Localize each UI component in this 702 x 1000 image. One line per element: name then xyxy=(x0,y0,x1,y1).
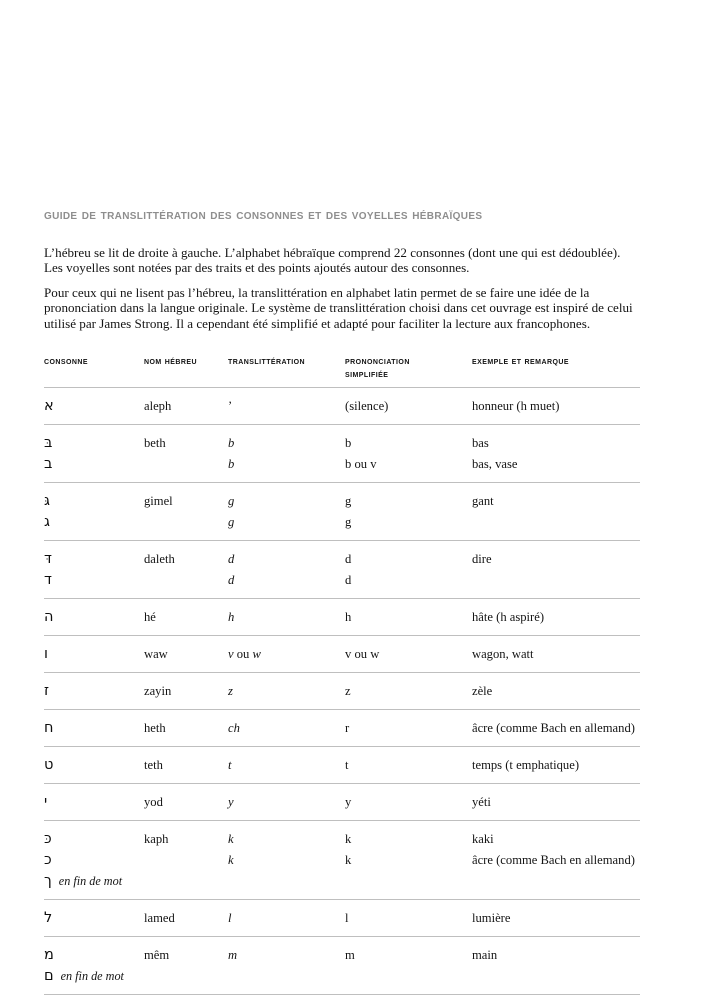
cell-prononciation xyxy=(345,424,472,454)
nom-hebreu-text: lamed xyxy=(144,910,175,925)
nom-hebreu-text: kaph xyxy=(144,831,169,846)
table-row-group-heth xyxy=(44,709,640,746)
prononciation-text: l xyxy=(345,910,349,925)
table-row xyxy=(44,512,640,541)
table-row-group-waw xyxy=(44,635,640,672)
translitteration-text: d xyxy=(228,572,235,587)
translitteration-text: g xyxy=(228,493,235,508)
exemple-text: âcre (comme Bach en allemand) xyxy=(472,720,635,735)
translitteration-text: m xyxy=(228,947,238,962)
cell-consonne xyxy=(44,899,144,936)
prononciation-text: b xyxy=(345,435,352,450)
cell-translitteration xyxy=(228,454,345,483)
cell-consonne xyxy=(44,871,144,900)
table-row-group-he xyxy=(44,598,640,635)
cell-prononciation xyxy=(345,850,472,871)
table-row xyxy=(44,746,640,783)
cell-exemple xyxy=(472,746,640,783)
exemple-text: lumière xyxy=(472,910,511,925)
nom-hebreu-text: teth xyxy=(144,757,163,772)
cell-prononciation xyxy=(345,482,472,512)
cell-translitteration xyxy=(228,540,345,570)
table-row xyxy=(44,966,640,994)
cell-translitteration xyxy=(228,709,345,746)
cell-nom-hebreu xyxy=(144,709,228,746)
column-header-prononciation-line1: prononciation xyxy=(345,354,410,366)
prononciation-text: t xyxy=(345,757,349,772)
nom-hebreu-text xyxy=(144,850,228,871)
cell-translitteration xyxy=(228,850,345,871)
cell-nom-hebreu xyxy=(144,387,228,424)
table-row xyxy=(44,482,640,512)
hebrew-letter: ד xyxy=(44,571,52,588)
cell-translitteration xyxy=(228,936,345,966)
exemple-text: wagon, watt xyxy=(472,646,534,661)
cell-translitteration xyxy=(228,482,345,512)
cell-translitteration xyxy=(228,871,345,900)
exemple-text: kaki xyxy=(472,831,494,846)
nom-hebreu-text: zayin xyxy=(144,683,172,698)
cell-prononciation xyxy=(345,635,472,672)
exemple-text xyxy=(472,570,640,598)
cell-exemple xyxy=(472,540,640,570)
table-row xyxy=(44,424,640,454)
table-row xyxy=(44,598,640,635)
exemple-text xyxy=(472,871,640,899)
table-row-group-yod xyxy=(44,783,640,820)
hebrew-letter: כּ xyxy=(44,830,52,847)
cell-prononciation xyxy=(345,783,472,820)
cell-exemple xyxy=(472,936,640,966)
prononciation-text: r xyxy=(345,720,350,735)
translitteration-text: b xyxy=(228,456,235,471)
exemple-text: yéti xyxy=(472,794,491,809)
translitteration-text: ʼ xyxy=(228,398,233,413)
cell-exemple xyxy=(472,387,640,424)
column-header-prononciation-line2: simplifiée xyxy=(345,368,389,380)
hebrew-letter: ל xyxy=(44,909,53,926)
cell-consonne xyxy=(44,512,144,541)
cell-consonne xyxy=(44,966,144,994)
prononciation-text: z xyxy=(345,683,351,698)
cell-prononciation xyxy=(345,966,472,994)
column-header-prononciation xyxy=(345,354,472,388)
table-row-group-mem xyxy=(44,936,640,994)
cell-translitteration xyxy=(228,966,345,994)
table-row xyxy=(44,871,640,900)
cell-consonne xyxy=(44,454,144,483)
cell-prononciation xyxy=(345,936,472,966)
final-form-note: en fin de mot xyxy=(60,968,124,983)
hebrew-letter: א xyxy=(44,397,54,414)
cell-consonne xyxy=(44,672,144,709)
table-row xyxy=(44,454,640,483)
table-row xyxy=(44,540,640,570)
cell-translitteration xyxy=(228,672,345,709)
cell-prononciation xyxy=(345,540,472,570)
cell-consonne xyxy=(44,850,144,871)
hebrew-letter: ט xyxy=(44,756,54,773)
page-content xyxy=(44,208,640,995)
cell-prononciation xyxy=(345,709,472,746)
table-bottom-rule xyxy=(44,994,640,995)
cell-exemple xyxy=(472,424,640,454)
hebrew-letter: גּ xyxy=(44,492,50,509)
nom-hebreu-text xyxy=(144,966,228,994)
table-row xyxy=(44,783,640,820)
exemple-text: zèle xyxy=(472,683,493,698)
prononciation-text: (silence) xyxy=(345,398,389,413)
cell-translitteration xyxy=(228,746,345,783)
translitteration-text: k xyxy=(228,852,234,867)
hebrew-letter: ה xyxy=(44,608,54,625)
hebrew-letter: ך xyxy=(44,872,52,889)
cell-translitteration xyxy=(228,570,345,599)
table-row xyxy=(44,570,640,599)
cell-translitteration xyxy=(228,783,345,820)
cell-exemple xyxy=(472,570,640,599)
cell-translitteration xyxy=(228,387,345,424)
hebrew-letter: ו xyxy=(44,645,48,662)
nom-hebreu-text: mêm xyxy=(144,947,170,962)
cell-translitteration xyxy=(228,899,345,936)
translitteration-text: l xyxy=(228,910,232,925)
cell-consonne xyxy=(44,424,144,454)
intro-paragraph-2: Pour ceux qui ne lisent pas l’hébreu, la translittération en alphabet latin permet de se faire une idée de la prononciation dans la langue originale. Le système de translittération choisi dans cet ouvrage est inspiré de celui utilisé par James Strong. Il a cependant été simplifié et adapté pour faciliter la lecture aux francophones. xyxy=(44,284,633,331)
hebrew-letter: י xyxy=(44,793,48,810)
cell-consonne xyxy=(44,570,144,599)
nom-hebreu-text: hé xyxy=(144,609,156,624)
cell-consonne xyxy=(44,482,144,512)
nom-hebreu-text: daleth xyxy=(144,551,175,566)
cell-nom-hebreu xyxy=(144,454,228,483)
nom-hebreu-text: waw xyxy=(144,646,168,661)
column-header-exemple: exemple et remarque xyxy=(472,354,569,366)
table-row xyxy=(44,635,640,672)
nom-hebreu-text: gimel xyxy=(144,493,173,508)
nom-hebreu-text: yod xyxy=(144,794,163,809)
cell-exemple xyxy=(472,482,640,512)
table-header xyxy=(44,354,640,388)
cell-exemple xyxy=(472,635,640,672)
cell-nom-hebreu xyxy=(144,899,228,936)
cell-consonne xyxy=(44,709,144,746)
cell-prononciation xyxy=(345,746,472,783)
table-row-group-teth xyxy=(44,746,640,783)
exemple-text: bas xyxy=(472,435,489,450)
cell-nom-hebreu xyxy=(144,540,228,570)
page-title: guide de translittération des consonnes et des voyelles hébraïques xyxy=(44,207,483,223)
exemple-text: honneur (h muet) xyxy=(472,398,560,413)
exemple-text: temps (t emphatique) xyxy=(472,757,580,772)
table-row-group-kaph xyxy=(44,820,640,899)
cell-prononciation xyxy=(345,570,472,599)
exemple-text: dire xyxy=(472,551,492,566)
column-header-consonne: consonne xyxy=(44,354,89,366)
cell-exemple xyxy=(472,598,640,635)
table-row-group-beth xyxy=(44,424,640,482)
cell-consonne xyxy=(44,820,144,850)
exemple-text: gant xyxy=(472,493,494,508)
translitteration-text: k xyxy=(228,831,234,846)
cell-prononciation xyxy=(345,820,472,850)
exemple-text: bas, vase xyxy=(472,456,518,471)
cell-exemple xyxy=(472,966,640,994)
prononciation-text: k xyxy=(345,852,352,867)
cell-nom-hebreu xyxy=(144,936,228,966)
table-row-group-zayin xyxy=(44,672,640,709)
prononciation-text: h xyxy=(345,609,352,624)
transliteration-table xyxy=(44,354,640,994)
exemple-text xyxy=(472,966,640,994)
translitteration-text: v ou w xyxy=(228,646,261,661)
cell-nom-hebreu xyxy=(144,570,228,599)
translitteration-text: g xyxy=(228,514,235,529)
nom-hebreu-text xyxy=(144,570,228,598)
cell-prononciation xyxy=(345,871,472,900)
cell-consonne xyxy=(44,635,144,672)
hebrew-letter: ם xyxy=(44,967,54,984)
exemple-text: âcre (comme Bach en allemand) xyxy=(472,852,635,867)
table-row-group-gimel xyxy=(44,482,640,540)
prononciation-text: k xyxy=(345,831,352,846)
cell-exemple xyxy=(472,709,640,746)
cell-exemple xyxy=(472,454,640,483)
hebrew-letter: ב xyxy=(44,455,53,472)
table-row-group-lamed xyxy=(44,899,640,936)
exemple-text: hâte (h aspiré) xyxy=(472,609,545,624)
exemple-text xyxy=(472,512,640,540)
translitteration-text: b xyxy=(228,435,235,450)
table-row xyxy=(44,387,640,424)
cell-nom-hebreu xyxy=(144,746,228,783)
cell-prononciation xyxy=(345,672,472,709)
table-row-group-aleph xyxy=(44,387,640,424)
cell-consonne xyxy=(44,936,144,966)
cell-translitteration xyxy=(228,820,345,850)
hebrew-letter: דּ xyxy=(44,550,52,567)
cell-consonne xyxy=(44,746,144,783)
nom-hebreu-text: heth xyxy=(144,720,166,735)
translitteration-text: d xyxy=(228,551,235,566)
prononciation-text: b ou v xyxy=(345,456,377,471)
table-row-group-daleth xyxy=(44,540,640,598)
prononciation-text: d xyxy=(345,572,352,587)
hebrew-letter: כ xyxy=(44,851,52,868)
translitteration-text xyxy=(228,966,345,994)
cell-exemple xyxy=(472,899,640,936)
cell-consonne xyxy=(44,783,144,820)
nom-hebreu-text xyxy=(144,871,228,899)
hebrew-letter: ג xyxy=(44,513,50,530)
cell-exemple xyxy=(472,871,640,900)
table-row xyxy=(44,820,640,850)
cell-consonne xyxy=(44,387,144,424)
prononciation-text: g xyxy=(345,514,352,529)
cell-nom-hebreu xyxy=(144,424,228,454)
table-row xyxy=(44,709,640,746)
column-header-translitteration: translittération xyxy=(228,354,306,366)
table-row xyxy=(44,850,640,871)
cell-translitteration xyxy=(228,635,345,672)
cell-exemple xyxy=(472,672,640,709)
cell-exemple xyxy=(472,783,640,820)
cell-consonne xyxy=(44,540,144,570)
hebrew-letter: ז xyxy=(44,682,50,699)
translitteration-text: ch xyxy=(228,720,240,735)
cell-translitteration xyxy=(228,512,345,541)
prononciation-text: m xyxy=(345,947,355,962)
prononciation-text: d xyxy=(345,551,352,566)
cell-nom-hebreu xyxy=(144,598,228,635)
cell-translitteration xyxy=(228,598,345,635)
cell-consonne xyxy=(44,598,144,635)
cell-nom-hebreu xyxy=(144,871,228,900)
cell-prononciation xyxy=(345,387,472,424)
cell-nom-hebreu xyxy=(144,783,228,820)
nom-hebreu-text: aleph xyxy=(144,398,172,413)
prononciation-text: y xyxy=(345,794,352,809)
cell-exemple xyxy=(472,820,640,850)
translitteration-text: z xyxy=(228,683,233,698)
prononciation-text xyxy=(345,966,472,994)
cell-prononciation xyxy=(345,598,472,635)
hebrew-letter: מ xyxy=(44,946,54,963)
cell-nom-hebreu xyxy=(144,672,228,709)
final-form-note: en fin de mot xyxy=(58,873,123,888)
cell-nom-hebreu xyxy=(144,966,228,994)
nom-hebreu-text: beth xyxy=(144,435,166,450)
cell-prononciation xyxy=(345,512,472,541)
transliteration-table-wrapper xyxy=(44,354,640,995)
cell-prononciation xyxy=(345,899,472,936)
cell-exemple xyxy=(472,850,640,871)
cell-nom-hebreu xyxy=(144,512,228,541)
translitteration-text xyxy=(228,871,345,899)
translitteration-text: y xyxy=(228,794,234,809)
prononciation-text: g xyxy=(345,493,352,508)
cell-translitteration xyxy=(228,424,345,454)
cell-nom-hebreu xyxy=(144,850,228,871)
hebrew-letter: בּ xyxy=(44,434,53,451)
exemple-text: main xyxy=(472,947,498,962)
cell-nom-hebreu xyxy=(144,820,228,850)
cell-exemple xyxy=(472,512,640,541)
cell-nom-hebreu xyxy=(144,635,228,672)
cell-prononciation xyxy=(345,454,472,483)
prononciation-text: v ou w xyxy=(345,646,380,661)
nom-hebreu-text xyxy=(144,512,228,540)
column-header-nom-hebreu: nom hébreu xyxy=(144,354,197,366)
nom-hebreu-text xyxy=(144,454,228,482)
translitteration-text: t xyxy=(228,757,232,772)
intro-paragraph-1: L’hébreu se lit de droite à gauche. L’alphabet hébraïque comprend 22 consonnes (dont une qui est dédoublée). Les voyelles sont notées par des traits et des points ajoutés autour des consonnes. xyxy=(44,244,621,276)
table-row xyxy=(44,936,640,966)
table-row xyxy=(44,672,640,709)
translitteration-text: h xyxy=(228,609,235,624)
cell-nom-hebreu xyxy=(144,482,228,512)
table-row xyxy=(44,899,640,936)
prononciation-text xyxy=(345,871,472,899)
hebrew-letter: ח xyxy=(44,719,54,736)
